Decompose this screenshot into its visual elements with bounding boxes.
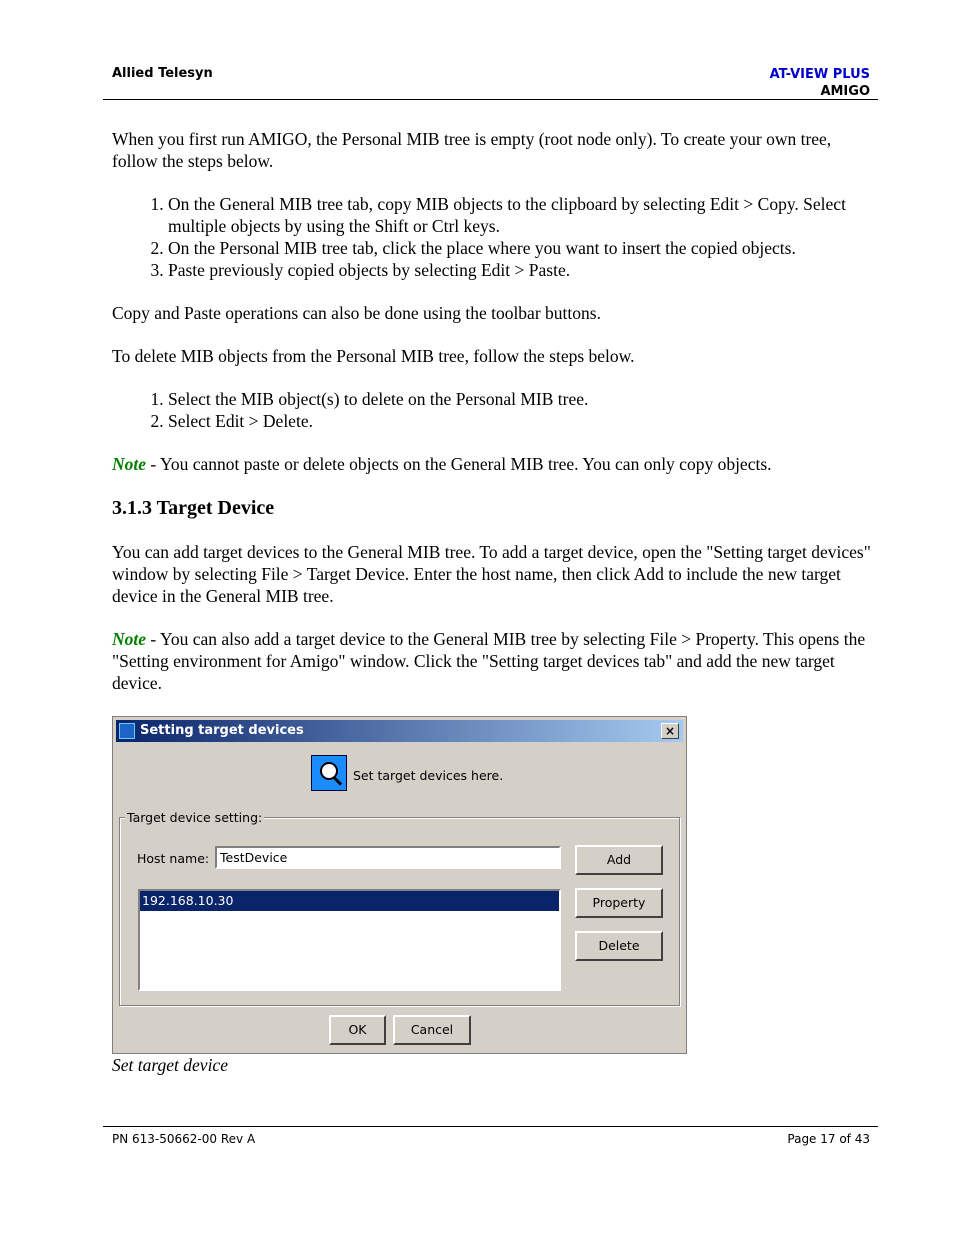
magnifier-handle xyxy=(333,776,342,785)
setting-target-devices-dialog xyxy=(112,716,687,1054)
note-label: Note xyxy=(112,629,147,649)
list-item[interactable]: 192.168.10.30 xyxy=(140,891,559,911)
search-device-icon xyxy=(311,755,347,791)
header-product-name: AT-VIEW PLUS xyxy=(769,67,870,82)
header-product xyxy=(770,66,870,100)
host-name-input[interactable]: TestDevice xyxy=(215,846,561,869)
list-item: 1. Select the MIB object(s) to delete on the Personal MIB tree. xyxy=(168,388,872,410)
app-icon xyxy=(119,723,135,739)
target-paragraph: You can add target devices to the General MIB tree. To add a target device, open the "Setting target devices" window by selecting File > Target Device. Enter the host name, then click Add to include the new target device in the General MIB tree. xyxy=(112,542,871,606)
property-button[interactable]: Property xyxy=(575,888,663,918)
delete-intro-paragraph: To delete MIB objects from the Personal MIB tree, follow the steps below. xyxy=(112,346,635,366)
note-paragraph xyxy=(112,628,872,694)
note-paragraph xyxy=(112,453,872,475)
banner-text: Set target devices here. xyxy=(353,768,504,783)
copy-steps-list xyxy=(112,193,872,281)
footer-part-number: PN 613-50662-00 Rev A xyxy=(112,1132,256,1146)
document-body xyxy=(112,128,872,715)
cancel-button[interactable]: Cancel xyxy=(393,1015,471,1045)
ok-button[interactable]: OK xyxy=(329,1015,386,1045)
intro-paragraph: When you first run AMIGO, the Personal MIB tree is empty (root node only). To create your own tree, follow the steps below. xyxy=(112,129,832,171)
list-item: 3. Paste previously copied objects by selecting Edit > Paste. xyxy=(168,259,872,281)
dialog-titlebar[interactable] xyxy=(116,720,683,742)
list-item: 2. Select Edit > Delete. xyxy=(168,410,872,432)
note-text: - You can also add a target device to the General MIB tree by selecting File > Property. This opens the "Setting environment for Amigo" window. Click the "Setting target devices tab" and add the new target device. xyxy=(112,629,866,693)
delete-steps-list xyxy=(112,388,872,432)
close-button[interactable]: × xyxy=(661,723,679,739)
dialog-title: Setting target devices xyxy=(140,723,304,738)
device-listbox[interactable] xyxy=(138,889,561,991)
note-text: - You cannot paste or delete objects on the General MIB tree. You can only copy objects. xyxy=(146,454,772,474)
header-company: Allied Telesyn xyxy=(112,66,213,81)
toolbar-paragraph: Copy and Paste operations can also be done using the toolbar buttons. xyxy=(112,303,601,323)
section-heading: 3.1.3 Target Device xyxy=(112,497,275,519)
list-item: 2. On the Personal MIB tree tab, click the place where you want to insert the copied objects. xyxy=(168,237,872,259)
list-item: 1. On the General MIB tree tab, copy MIB objects to the clipboard by selecting Edit > Copy. Select multiple objects by using the Shift or Ctrl keys. xyxy=(168,193,872,237)
delete-button[interactable]: Delete xyxy=(575,931,663,961)
host-name-label: Host name: xyxy=(137,851,210,866)
footer-rule xyxy=(103,1126,878,1127)
footer-page-number: Page 17 of 43 xyxy=(787,1132,870,1146)
figure-caption: Set target device xyxy=(112,1055,228,1075)
note-label: Note xyxy=(112,454,147,474)
header-module: AMIGO xyxy=(820,84,870,99)
group-label: Target device setting: xyxy=(127,810,263,825)
add-button[interactable]: Add xyxy=(575,845,663,875)
header-rule xyxy=(103,99,878,100)
